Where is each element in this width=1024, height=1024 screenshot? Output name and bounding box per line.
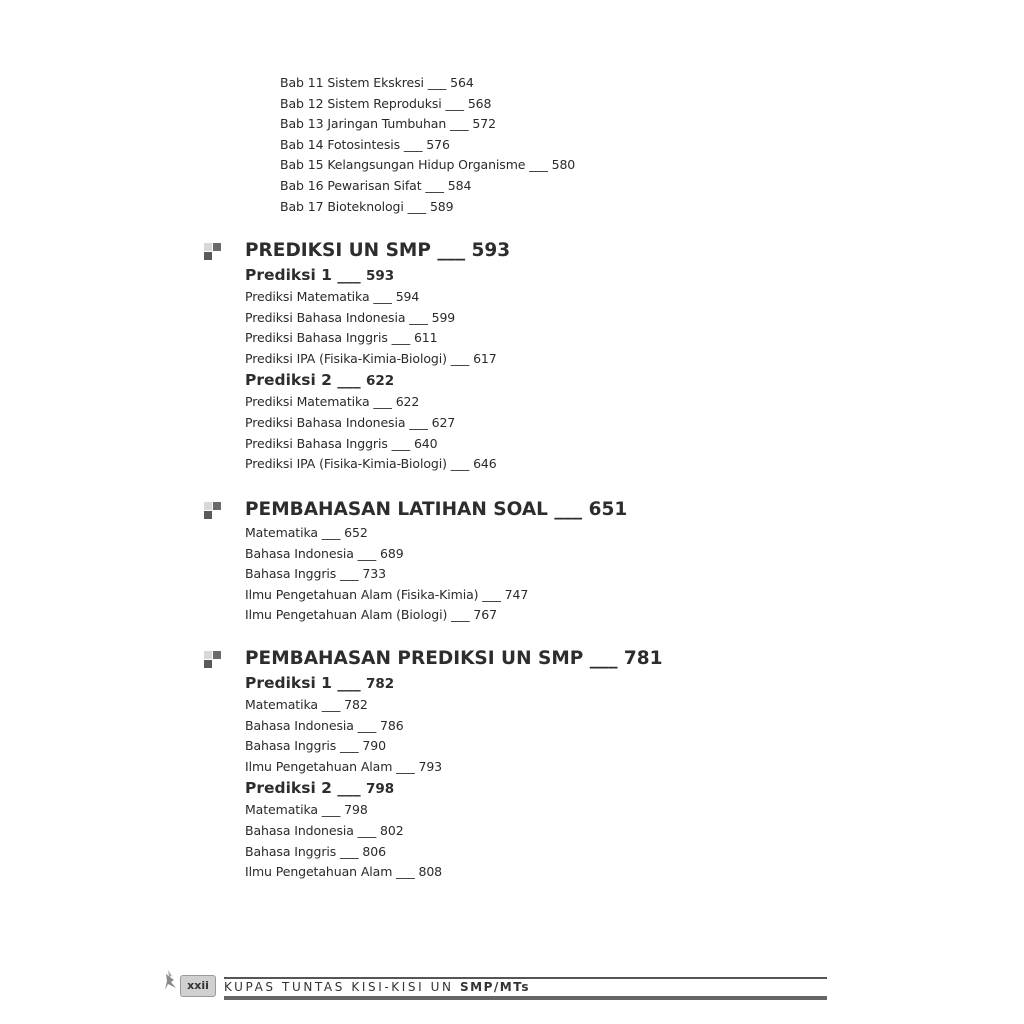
toc-entry: Prediksi Matematika ___ 622 — [245, 394, 420, 410]
square-bullet-icon — [204, 502, 226, 520]
toc-entry: Bab 14 Fotosintesis ___ 576 — [280, 136, 450, 152]
toc-entry: Prediksi Matematika ___ 594 — [245, 289, 420, 304]
toc-entry: Bab 15 Kelangsungan Hidup Organisme ___ 580 — [280, 157, 576, 173]
toc-entry: Prediksi Bahasa Inggris ___ 640 — [245, 435, 438, 451]
toc-entry: Prediksi Bahasa Indonesia ___ 599 — [245, 309, 456, 325]
toc-entry: Bahasa Inggris ___ 733 — [245, 566, 386, 582]
toc-entry: Prediksi Bahasa Inggris ___ 611 — [245, 330, 438, 346]
toc-entry: Bab 12 Sistem Reproduksi ___ 568 — [280, 95, 492, 111]
toc-entry: Bahasa Indonesia ___ 802 — [245, 822, 404, 838]
section-heading: PEMBAHASAN LATIHAN SOAL ___ 651 — [245, 497, 627, 523]
toc-entry: Bab 11 Sistem Ekskresi ___ 564 — [280, 75, 474, 90]
toc-entry: Bahasa Indonesia ___ 786 — [245, 717, 404, 733]
toc-entry: Prediksi Bahasa Indonesia ___ 627 — [245, 414, 456, 430]
toc-entry: Prediksi IPA (Fisika-Kimia-Biologi) ___ 617 — [245, 350, 497, 366]
toc-entry: Ilmu Pengetahuan Alam (Fisika-Kimia) ___ 747 — [245, 586, 529, 602]
section-pembahasan-latihan — [245, 497, 627, 626]
bird-ornament-icon — [162, 968, 182, 998]
toc-entry: Ilmu Pengetahuan Alam (Biologi) ___ 767 — [245, 607, 497, 623]
toc-entry: Bab 13 Jaringan Tumbuhan ___ 572 — [280, 116, 496, 132]
book-title: KUPAS TUNTAS KISI-KISI UN SMP/MTs — [224, 980, 530, 994]
toc-entry: Bahasa Indonesia ___ 689 — [245, 545, 404, 561]
toc-entry: Matematika ___ 798 — [245, 802, 368, 818]
toc-entry: Bahasa Inggris ___ 790 — [245, 738, 386, 754]
section-pembahasan-prediksi — [245, 646, 663, 883]
toc-entry: Bab 17 Bioteknologi ___ 589 — [280, 198, 454, 214]
toc-entry: Prediksi IPA (Fisika-Kimia-Biologi) ___ 646 — [245, 456, 497, 472]
section-heading: PEMBAHASAN PREDIKSI UN SMP ___ 781 — [245, 646, 663, 672]
section-heading: PREDIKSI UN SMP ___ 593 — [245, 238, 510, 264]
toc-entry: Bahasa Inggris ___ 806 — [245, 843, 386, 859]
chapter-list — [280, 73, 575, 217]
square-bullet-icon — [204, 651, 226, 669]
toc-entry: Matematika ___ 652 — [245, 525, 368, 540]
toc-entry: Ilmu Pengetahuan Alam ___ 793 — [245, 758, 443, 774]
subsection-heading: Prediksi 1 ___ 593 — [245, 266, 395, 284]
page-number: xxii — [180, 975, 216, 997]
page-footer — [160, 968, 830, 1008]
subsection-heading: Prediksi 1 ___ 782 — [245, 674, 395, 692]
toc-entry: Bab 16 Pewarisan Sifat ___ 584 — [280, 177, 472, 193]
footer-rule-bottom — [224, 996, 827, 1000]
subsection-heading: Prediksi 2 ___ 798 — [245, 779, 395, 798]
square-bullet-icon — [204, 243, 226, 261]
section-prediksi-un — [245, 238, 510, 475]
toc-entry: Ilmu Pengetahuan Alam ___ 808 — [245, 864, 443, 880]
subsection-heading: Prediksi 2 ___ 622 — [245, 371, 395, 390]
toc-entry: Matematika ___ 782 — [245, 697, 368, 712]
